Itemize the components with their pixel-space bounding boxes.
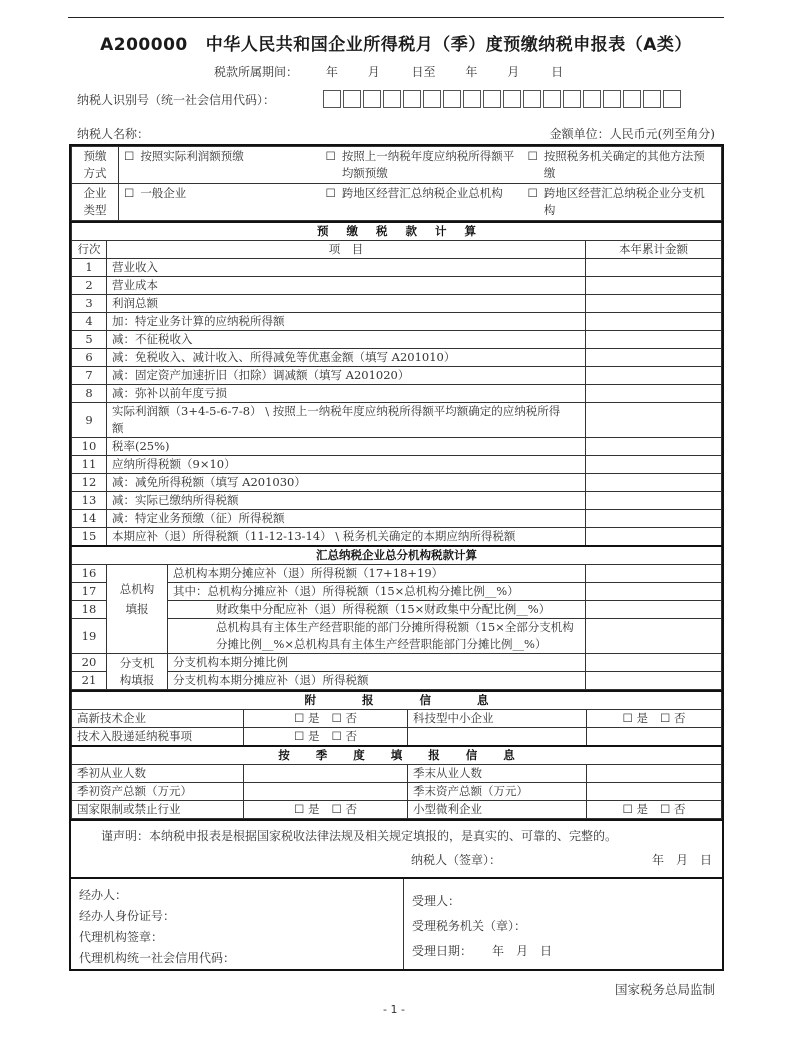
declaration-form	[69, 144, 724, 971]
taxpayer-id-digit-box[interactable]	[443, 90, 461, 108]
yes-label: 是	[308, 711, 320, 725]
quarter-start-employees[interactable]	[244, 765, 408, 783]
prepay-option-1-label: 按照实际利润额预缴	[140, 149, 244, 163]
prepay-mode-row	[72, 147, 722, 184]
row-amount[interactable]	[586, 367, 722, 385]
checkbox-icon[interactable]: ☐	[294, 802, 305, 816]
table-row	[72, 474, 722, 492]
row-item: 总机构具有主体生产经营职能的部门分摊所得税额（15×全部分支机构分摊比例__%×总机构具有主体生产经营职能部门分摊比例__%）	[168, 619, 586, 654]
taxpayer-id-digit-box[interactable]	[523, 90, 541, 108]
tax-period	[214, 63, 563, 80]
enterprise-option-1-label: 一般企业	[140, 186, 187, 200]
row-no: 2	[72, 277, 107, 295]
taxpayer-id-digit-box[interactable]	[463, 90, 481, 108]
quarter-end-assets[interactable]	[587, 783, 722, 801]
branch-section-title: 汇总纳税企业总分机构税款计算	[316, 548, 477, 562]
table-row	[72, 583, 722, 601]
yes-label: 是	[308, 729, 320, 743]
row-item: 本期应补（退）所得税额（11-12-13-14） \ 税务机关确定的本期应纳所得税额	[107, 528, 586, 547]
row-item: 减：实际已缴纳所得税额	[107, 492, 586, 510]
period-month-start[interactable]: 月	[367, 65, 380, 79]
tax-office-label[interactable]: 受理税务机关（章）：	[412, 919, 527, 933]
table-row	[72, 385, 722, 403]
enterprise-option-3-label: 跨地区经营汇总纳税企业分支机构	[543, 186, 705, 217]
row-no: 3	[72, 295, 107, 313]
table-row	[72, 672, 722, 690]
period-month-end[interactable]: 月	[507, 65, 520, 79]
info-label	[408, 728, 587, 747]
info-row	[72, 801, 722, 819]
form-code: A200000	[100, 35, 188, 55]
row-no: 16	[72, 565, 107, 583]
taxpayer-id-digit-box[interactable]	[623, 90, 641, 108]
checkbox-icon[interactable]: ☐	[331, 711, 342, 725]
row-amount[interactable]	[586, 313, 722, 331]
row-amount[interactable]	[586, 492, 722, 510]
table-row	[72, 565, 722, 583]
yes-label: 是	[636, 802, 648, 816]
taxpayer-id-digit-box[interactable]	[423, 90, 441, 108]
yes-label: 是	[636, 711, 648, 725]
row-no: 5	[72, 331, 107, 349]
yes-no-field[interactable]	[244, 801, 408, 819]
row-amount[interactable]	[586, 565, 722, 583]
table-row	[72, 528, 722, 547]
row-no: 11	[72, 456, 107, 474]
checkbox-icon[interactable]: ☐	[325, 186, 336, 200]
period-label: 税款所属期间：	[214, 65, 299, 79]
info-label: 季末从业人数	[408, 765, 587, 783]
calc-section-header	[72, 222, 722, 241]
no-label: 否	[345, 711, 357, 725]
row-item: 总机构本期分摊应补（退）所得税额（17+18+19）	[168, 565, 586, 583]
yes-no-field[interactable]	[244, 728, 408, 747]
checkbox-icon[interactable]: ☐	[660, 711, 671, 725]
yes-label: 是	[308, 802, 320, 816]
row-amount[interactable]	[586, 349, 722, 367]
prepay-option-1[interactable]	[119, 147, 321, 184]
yes-no-field[interactable]	[587, 801, 722, 819]
taxpayer-id-digit-box[interactable]	[403, 90, 421, 108]
table-row	[72, 654, 722, 672]
row-no: 14	[72, 510, 107, 528]
receiver-block	[404, 879, 722, 969]
row-item: 税率(25%)	[107, 438, 586, 456]
row-amount[interactable]	[586, 601, 722, 619]
row-no: 1	[72, 259, 107, 277]
row-amount[interactable]	[586, 510, 722, 528]
form-title	[68, 30, 724, 55]
quarter-end-employees[interactable]	[587, 765, 722, 783]
branch-group-text: 分支机构填报	[119, 655, 155, 687]
enterprise-option-3[interactable]	[523, 184, 722, 221]
prepay-mode-label: 预缴方式	[72, 147, 119, 184]
row-no: 12	[72, 474, 107, 492]
taxpayer-id-boxes[interactable]	[323, 90, 683, 108]
table-row	[72, 510, 722, 528]
info-label: 小型微利企业	[408, 801, 587, 819]
info-table	[71, 690, 722, 819]
prepay-option-3-label: 按照税务机关确定的其他方法预缴	[543, 149, 705, 180]
row-item: 分支机构本期分摊应补（退）所得税额	[168, 672, 586, 690]
quarterly-info-header	[72, 746, 722, 765]
prepay-option-2-label: 按照上一纳税年度应纳税所得额平均额预缴	[341, 149, 515, 180]
taxpayer-id-digit-box[interactable]	[583, 90, 601, 108]
taxpayer-name-label: 纳税人名称：	[77, 127, 150, 141]
row-item: 营业成本	[107, 277, 586, 295]
taxpayer-id-digit-box[interactable]	[383, 90, 401, 108]
table-row	[72, 492, 722, 510]
row-item: 实际利润额（3+4-5-6-7-8） \ 按照上一纳税年度应纳税所得额平均额确定的应纳税所得额	[107, 403, 586, 438]
agent-label[interactable]: 经办人：	[79, 888, 128, 902]
row-amount[interactable]	[586, 672, 722, 690]
col-item: 项 目	[107, 241, 586, 259]
table-row	[72, 456, 722, 474]
yes-no-field[interactable]	[587, 710, 722, 728]
agency-seal-label[interactable]: 代理机构签章：	[79, 930, 164, 944]
no-label: 否	[673, 711, 686, 725]
calc-section-title: 预缴税款计算	[317, 224, 494, 238]
info-value	[587, 728, 722, 747]
taxpayer-id-digit-box[interactable]	[323, 90, 341, 108]
info-label: 高新技术企业	[72, 710, 244, 728]
row-no: 4	[72, 313, 107, 331]
table-row	[72, 259, 722, 277]
row-amount[interactable]	[586, 259, 722, 277]
row-item: 加：特定业务计算的应纳税所得额	[107, 313, 586, 331]
row-no: 17	[72, 583, 107, 601]
checkbox-icon[interactable]: ☐	[622, 711, 633, 725]
col-amount: 本年累计金额	[586, 241, 722, 259]
enterprise-option-2-label: 跨地区经营汇总纳税企业总机构	[341, 186, 503, 200]
mode-table	[71, 146, 722, 221]
hq-group-text: 总机构填报	[119, 582, 155, 616]
checkbox-icon[interactable]: ☐	[622, 802, 633, 816]
receiver-label[interactable]: 受理人：	[412, 894, 461, 908]
amount-unit: 金额单位：人民币元(列至角分)	[549, 127, 715, 141]
row-item: 财政集中分配应补（退）所得税额（15×财政集中分配比例__%）	[168, 601, 586, 619]
table-row	[72, 313, 722, 331]
row-item: 减：特定业务预缴（征）所得税额	[107, 510, 586, 528]
row-no: 6	[72, 349, 107, 367]
taxpayer-id-digit-box[interactable]	[343, 90, 361, 108]
prepay-option-3[interactable]	[523, 147, 722, 184]
page-number: - 1 -	[383, 1003, 405, 1016]
supervisor-note: 国家税务总局监制	[614, 982, 715, 997]
period-day-end[interactable]: 日	[551, 65, 564, 79]
checkbox-icon[interactable]: ☐	[331, 802, 342, 816]
row-amount[interactable]	[586, 528, 722, 547]
taxpayer-id-digit-box[interactable]	[543, 90, 561, 108]
taxpayer-id-digit-box[interactable]	[663, 90, 681, 108]
period-day-start[interactable]: 日至	[411, 65, 436, 79]
row-item: 减：免税收入、减计收入、所得减免等优惠金额（填写 A201010）	[107, 349, 586, 367]
receive-date-label: 受理日期：	[412, 944, 473, 958]
info-row	[72, 710, 722, 728]
row-amount[interactable]	[586, 654, 722, 672]
row-no: 10	[72, 438, 107, 456]
checkbox-icon[interactable]: ☐	[331, 729, 342, 743]
info-label: 技术入股递延纳税事项	[72, 728, 244, 747]
form-title-text: 中华人民共和国企业所得税月（季）度预缴纳税申报表（A类）	[205, 35, 692, 55]
table-row	[72, 349, 722, 367]
table-row	[72, 367, 722, 385]
row-item: 减：减免所得税额（填写 A201030）	[107, 474, 586, 492]
table-row	[72, 601, 722, 619]
checkbox-icon[interactable]: ☐	[527, 186, 538, 200]
agent-id-label[interactable]: 经办人身份证号：	[79, 909, 176, 923]
row-no: 15	[72, 528, 107, 547]
table-row	[72, 438, 722, 456]
info-row	[72, 728, 722, 747]
period-year-end[interactable]: 年	[465, 65, 478, 79]
col-row-no: 行次	[72, 241, 107, 259]
table-row	[72, 619, 722, 654]
row-amount[interactable]	[586, 277, 722, 295]
period-year-start[interactable]: 年	[325, 65, 338, 79]
no-label: 否	[345, 729, 357, 743]
table-row	[72, 295, 722, 313]
row-item: 营业收入	[107, 259, 586, 277]
no-label: 否	[673, 802, 686, 816]
taxpayer-id-digit-box[interactable]	[483, 90, 501, 108]
enterprise-type-row	[72, 184, 722, 221]
info-label: 季初资产总额（万元）	[72, 783, 244, 801]
info-label: 季初从业人数	[72, 765, 244, 783]
enterprise-type-label: 企业类型	[72, 184, 119, 221]
checkbox-icon[interactable]: ☐	[124, 149, 135, 163]
signature-section	[71, 877, 722, 969]
row-no: 9	[72, 403, 107, 438]
taxpayer-id-digit-box[interactable]	[563, 90, 581, 108]
row-item: 减：固定资产加速折旧（扣除）调减额（填写 A201020）	[107, 367, 586, 385]
declaration-statement: 谨声明：本纳税申报表是根据国家税收法律法规及相关规定填报的，是真实的、可靠的、完整的。	[101, 829, 618, 843]
info-row	[72, 765, 722, 783]
row-amount[interactable]	[586, 385, 722, 403]
table-row	[72, 277, 722, 295]
receive-date-row[interactable]	[412, 939, 714, 964]
quarter-start-assets[interactable]	[244, 783, 408, 801]
branch-section-header	[72, 546, 722, 565]
info-label: 季末资产总额（万元）	[408, 783, 587, 801]
quarterly-info-title: 按季度填报信息	[278, 748, 541, 762]
branch-group-label	[107, 654, 168, 690]
enterprise-option-1[interactable]	[119, 184, 321, 221]
row-amount[interactable]	[586, 474, 722, 492]
row-amount[interactable]	[586, 619, 722, 654]
row-no: 21	[72, 672, 107, 690]
row-item: 利润总额	[107, 295, 586, 313]
attached-info-header	[72, 691, 722, 710]
enterprise-option-2[interactable]	[321, 184, 523, 221]
table-row	[72, 403, 722, 438]
info-row	[72, 783, 722, 801]
row-amount[interactable]	[586, 331, 722, 349]
calc-table	[71, 221, 722, 690]
hq-group-label	[107, 565, 168, 654]
declaration	[71, 819, 722, 877]
row-amount[interactable]	[586, 456, 722, 474]
checkbox-icon[interactable]: ☐	[294, 729, 305, 743]
row-no: 8	[72, 385, 107, 403]
row-no: 19	[72, 619, 107, 654]
checkbox-icon[interactable]: ☐	[527, 149, 538, 163]
row-no: 13	[72, 492, 107, 510]
taxpayer-id-label: 纳税人识别号（统一社会信用代码）：	[77, 93, 276, 107]
info-label: 科技型中小企业	[408, 710, 587, 728]
checkbox-icon[interactable]: ☐	[660, 802, 671, 816]
taxpayer-id-digit-box[interactable]	[603, 90, 621, 108]
signature-date[interactable]: 年 月 日	[651, 853, 712, 867]
row-amount[interactable]	[586, 438, 722, 456]
agent-block	[71, 879, 404, 969]
yes-no-field[interactable]	[244, 710, 408, 728]
row-no: 20	[72, 654, 107, 672]
info-label: 国家限制或禁止行业	[72, 801, 244, 819]
taxpayer-id-digit-box[interactable]	[363, 90, 381, 108]
no-label: 否	[345, 802, 357, 816]
prepay-option-2[interactable]	[321, 147, 523, 184]
taxpayer-id-digit-box[interactable]	[503, 90, 521, 108]
row-amount[interactable]	[586, 583, 722, 601]
checkbox-icon[interactable]: ☐	[325, 149, 336, 163]
row-item: 其中：总机构分摊应补（退）所得税额（15×总机构分摊比例__%）	[168, 583, 586, 601]
row-amount[interactable]	[586, 403, 722, 438]
row-item: 应纳所得税额（9×10）	[107, 456, 586, 474]
row-item: 减：弥补以前年度亏损	[107, 385, 586, 403]
row-amount[interactable]	[586, 295, 722, 313]
attached-info-title: 附报信息	[304, 693, 535, 707]
agency-code-label[interactable]: 代理机构统一社会信用代码：	[79, 951, 236, 965]
taxpayer-id-digit-box[interactable]	[643, 90, 661, 108]
row-no: 18	[72, 601, 107, 619]
taxpayer-signature[interactable]: 纳税人（签章）：	[411, 853, 502, 867]
table-row	[72, 331, 722, 349]
receive-date[interactable]: 年 月 日	[492, 944, 553, 958]
row-item: 分支机构本期分摊比例	[168, 654, 586, 672]
calc-column-header	[72, 241, 722, 259]
row-no: 7	[72, 367, 107, 385]
row-item: 减：不征税收入	[107, 331, 586, 349]
checkbox-icon[interactable]: ☐	[124, 186, 135, 200]
checkbox-icon[interactable]: ☐	[294, 711, 305, 725]
top-rule	[68, 17, 724, 18]
